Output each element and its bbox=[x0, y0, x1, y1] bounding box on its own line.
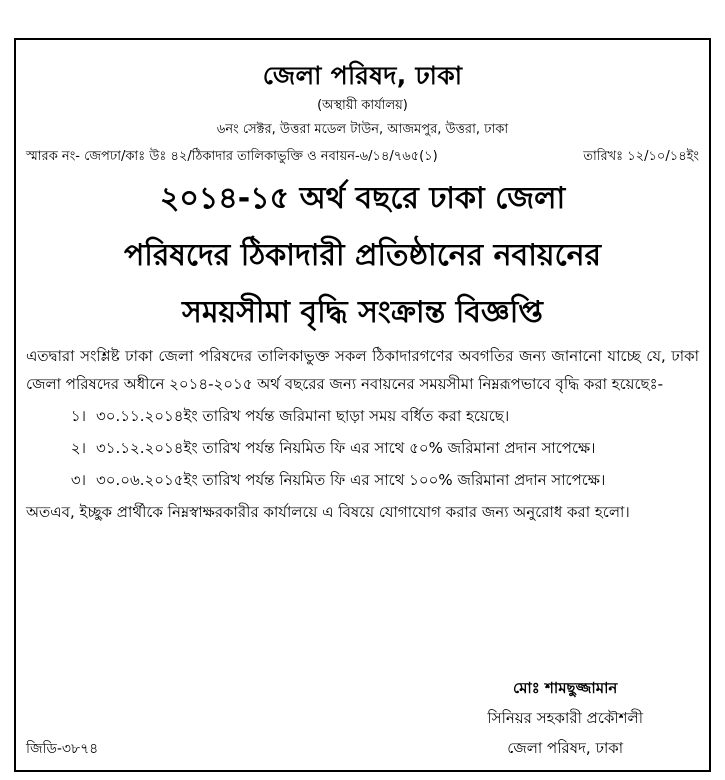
signatory-block bbox=[487, 673, 643, 763]
signatory-designation: সিনিয়র সহকারী প্রকৌশলী bbox=[487, 709, 643, 727]
list-item-number: ১। bbox=[70, 407, 86, 425]
org-address: ৬নং সেক্টর, উত্তরা মডেল টাউন, আজমপুর, উত্তরা, ঢাকা bbox=[216, 122, 509, 137]
org-name: জেলা পরিষদ, ঢাকা bbox=[262, 61, 463, 90]
signatory-office: জেলা পরিষদ, ঢাকা bbox=[507, 739, 624, 757]
notice-body bbox=[26, 342, 699, 526]
list-item bbox=[26, 466, 699, 494]
list-item-text: ৩০.১১.২০১৪ইং তারিখ পর্যন্ত জরিমানা ছাড়া সময় বর্ধিত করা হয়েছে। bbox=[96, 407, 510, 425]
list-item-text: ৩১.১২.২০১৪ইং তারিখ পর্যন্ত নিয়মিত ফি এর সাথে ৫০% জরিমানা প্রদান সাপেক্ষে। bbox=[96, 439, 596, 457]
list-item-number: ৩। bbox=[70, 471, 86, 489]
title-line-2: পরিষদের ঠিকাদারী প্রতিষ্ঠানের নবায়নের bbox=[123, 238, 602, 273]
list-item bbox=[26, 434, 699, 462]
list-item-number: ২। bbox=[70, 439, 86, 457]
notice-box bbox=[14, 38, 711, 772]
extension-list bbox=[26, 402, 699, 494]
list-item bbox=[26, 402, 699, 430]
org-subtitle: (অস্থায়ী কার্যালয়) bbox=[317, 98, 408, 113]
notice-title bbox=[16, 170, 709, 341]
notice-date: তারিখঃ ১২/১০/১৪ইং bbox=[583, 149, 699, 164]
closing-paragraph: অতএব, ইচ্ছুক প্রার্থীকে নিম্নস্বাক্ষরকারীর কার্যালয়ে এ বিষয়ে যোগাযোগ করার জন্য অনুরোধ করা হলো। bbox=[26, 503, 630, 521]
reference-line bbox=[26, 147, 699, 168]
intro-paragraph: এতদ্বারা সংশ্লিষ্ট ঢাকা জেলা পরিষদের তালিকাভুক্ত সকল ঠিকাদারগণের অবগতির জন্য জানানো যাচ্ছে যে, ঢাকা জেলা পরিষদের অধীনে ২০১৪-২০১৫ অর্থ বছরের জন্য নবায়নের সময়সীমা নিম্নরূপভাবে বৃদ্ধি করা হয়েছেঃ- bbox=[26, 347, 699, 393]
list-item-text: ৩০.০৬.২০১৫ইং তারিখ পর্যন্ত নিয়মিত ফি এর সাথে ১০০% জরিমানা প্রদান সাপেক্ষে। bbox=[96, 471, 606, 489]
signatory-name: মোঃ শামছুজ্জামান bbox=[513, 679, 618, 697]
title-line-3: সময়সীমা বৃদ্ধি সংক্রান্ত বিজ্ঞপ্তি bbox=[182, 295, 543, 330]
ad-code: জিডি-৩৮৭৪ bbox=[26, 741, 99, 757]
memo-number: স্মারক নং- জেপঢা/কাঃ উঃ ৪২/ঠিকাদার তালিকাভুক্তি ও নবায়ন-৬/১৪/৭৬৫(১) bbox=[26, 149, 438, 164]
title-line-1: ২০১৪-১৫ অর্থ বছরে ঢাকা জেলা bbox=[159, 181, 566, 216]
